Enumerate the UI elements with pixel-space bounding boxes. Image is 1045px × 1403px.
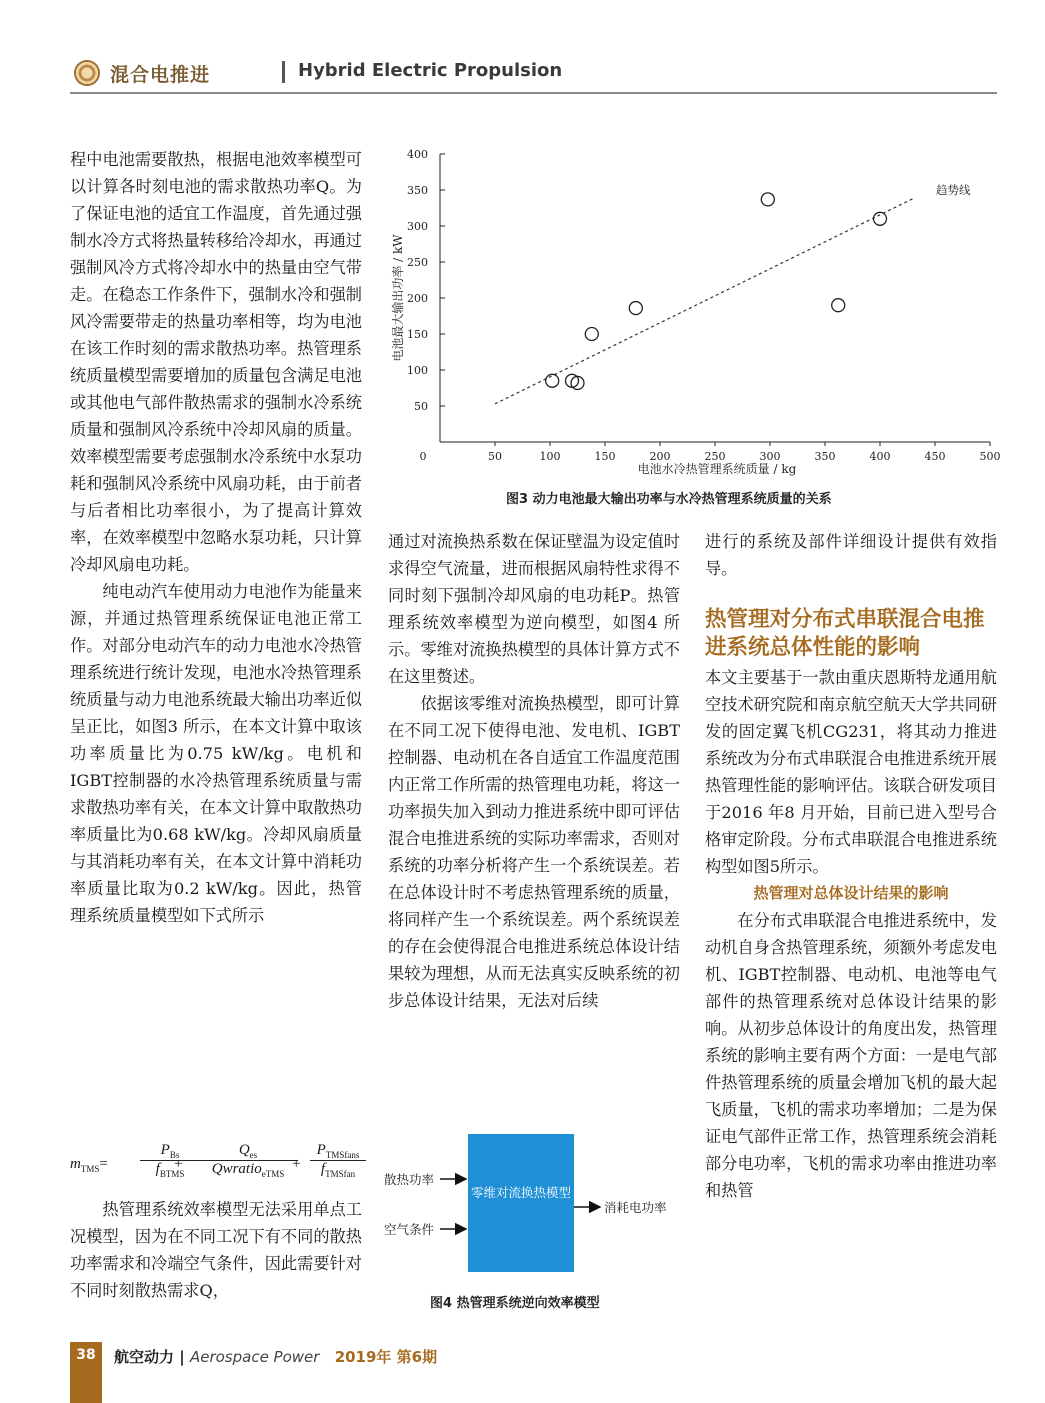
formula-term-2: $Q_{es}$ Qwratio$_{eTMS}$ xyxy=(198,1142,298,1179)
x-tick-label: 350 xyxy=(814,450,836,463)
footer-separator: | xyxy=(179,1348,190,1366)
y-tick-label: 400 xyxy=(407,148,428,161)
data-point xyxy=(761,193,774,206)
paragraph: 纯电动汽车使用动力电池作为能量来源，并通过热管理系统保证电池正常工作。对部分电动汽车的动力电池水冷热管理系统进行统计发现，电池水冷热管理系统质量与动力电池系统最大输出功率近似呈正比，如图3 所示，在本文计算中取该功率质量比为0.75 kW/kg。电机和IGBT控制器的水冷热管理系统质量与需求散热功率有关，在本文计算中取散热功率质量比为0.68 kW/kg。冷却风扇质量与其消耗功率有关，在本文计算中消耗功率质量比取为0.2 kW/kg。因此，热管理系统质量模型如下式所示 xyxy=(70,582,362,925)
formula-plus: + xyxy=(174,1156,183,1172)
trendline xyxy=(495,199,913,404)
paragraph: 在分布式串联混合电推进系统中，发动机自身含热管理系统，须额外考虑发电机、IGBT控制器、电动机、电池等电气部件的热管理系统对总体设计结果的影响。从初步总体设计的角度出发，热管理系统的影响主要有两个方面：一是电气部件热管理系统的质量会增加飞机的最大起飞质量，飞机的需求功率增加；二是为保证电气部件正常工作，热管理系统会消耗部分电功率，飞机的需求功率由推进功率和热管 xyxy=(705,911,997,1200)
header-title-cn: 混合电推进 xyxy=(110,64,211,86)
data-point xyxy=(629,302,642,315)
header-title-en: Hybrid Electric Propulsion xyxy=(298,60,563,81)
formula-term-1: $P_{Bs}$ $f_{BTMS}$ xyxy=(140,1142,200,1179)
journal-issue: 2019年 第6期 xyxy=(334,1348,438,1366)
x-axis-label: 电池水冷热管理系统质量 / kg xyxy=(637,462,797,476)
y-tick-label: 50 xyxy=(414,400,428,413)
data-point xyxy=(546,374,559,387)
header-rule xyxy=(70,92,997,94)
header-separator xyxy=(282,61,285,83)
paragraph: 程中电池需要散热，根据电池效率模型可以计算各时刻电池的需求散热功率Q。为了保证电池的适宜工作温度，首先通过强制水冷方式将热量转移给冷却水，再通过强制风冷方式将冷却水中的热量由空气带走。在稳态工作条件下，强制水冷和强制风冷需要带走的热量功率相等，均为电池在该工作时刻的需求散热功率。热管理系统质量模型需要增加的质量包含满足电池或其他电气部件散热需求的强制水冷系统质量和强制风冷系统中冷却风扇的质量。效率模型需要考虑强制水冷系统中水泵功耗和强制风冷系统中风扇功耗，由于前者与后者相比功率很小，为了提高计算效率，在效率模型中忽略水泵功耗，只计算冷却风扇电功耗。 xyxy=(70,150,362,574)
input-air-condition-label: 空气条件 xyxy=(384,1222,435,1237)
x-tick-label: 200 xyxy=(649,450,671,463)
formula-term-3: $P_{TMSfans}$ $f_{TMSfan}$ xyxy=(310,1142,366,1179)
data-point xyxy=(874,212,887,225)
zero-dim-model-label: 零维对流换热模型 xyxy=(470,1185,571,1200)
section-title: 热管理对分布式串联混合电推进系统总体性能的影响 xyxy=(705,607,985,660)
journal-logo-icon xyxy=(74,60,100,86)
column-1 xyxy=(70,146,362,929)
x-tick-label: 0 xyxy=(419,450,427,463)
data-point xyxy=(832,299,845,312)
trendline-label: 趋势线 xyxy=(936,183,971,197)
figure-4-diagram xyxy=(378,1128,688,1278)
x-tick-label: 50 xyxy=(488,450,502,463)
y-tick-label: 100 xyxy=(407,364,428,377)
y-tick-label: 200 xyxy=(407,292,428,305)
x-tick-label: 100 xyxy=(539,450,561,463)
y-tick-label: 150 xyxy=(407,328,428,341)
y-tick-label: 250 xyxy=(407,256,428,269)
figure-3-scatter-chart xyxy=(380,140,1010,480)
input-heat-power-label: 散热功率 xyxy=(384,1172,435,1187)
figure-3-caption: 图3 动力电池最大输出功率与水冷热管理系统质量的关系 xyxy=(506,492,832,507)
journal-footer xyxy=(114,1346,437,1367)
output-power-label: 消耗电功率 xyxy=(604,1200,667,1215)
running-header xyxy=(70,58,997,94)
data-point xyxy=(585,328,598,341)
y-tick-label: 300 xyxy=(407,220,428,233)
column-3 xyxy=(705,528,997,1204)
y-axis-label: 电池最大输出功率 / kW xyxy=(391,234,405,362)
x-tick-label: 400 xyxy=(869,450,891,463)
x-tick-label: 300 xyxy=(759,450,781,463)
paragraph: 进行的系统及部件详细设计提供有效指导。 xyxy=(705,532,997,578)
x-tick-label: 250 xyxy=(704,450,726,463)
figure-4-arrows xyxy=(378,1128,688,1278)
x-tick-label: 450 xyxy=(924,450,946,463)
paragraph: 通过对流换热系数在保证壁温为设定值时求得空气流量，进而根据风扇特性求得不同时刻下强制冷却风扇的电功耗P。热管理系统效率模型为逆向模型，如图4 所示。零维对流换热模型的具体计算方式不在这里赘述。 xyxy=(388,532,680,686)
journal-name-cn: 航空动力 xyxy=(114,1348,175,1366)
figure-4-caption: 图4 热管理系统逆向效率模型 xyxy=(430,1296,600,1311)
x-tick-label: 150 xyxy=(594,450,616,463)
paragraph: 热管理系统效率模型无法采用单点工况模型，因为在不同工况下有不同的散热功率需求和冷端空气条件，因此需要针对不同时刻散热需求Q， xyxy=(70,1200,362,1300)
column-2 xyxy=(388,528,680,1014)
journal-name-en: Aerospace Power xyxy=(189,1348,320,1366)
column-1-continued xyxy=(70,1196,362,1304)
paragraph: 本文主要基于一款由重庆恩斯特龙通用航空技术研究院和南京航空航天大学共同研发的固定翼飞机CG231，将其动力推进系统改为分布式串联混合电推进系统开展热管理性能的影响评估。该联合研发项目于2016 年8 月开始，目前已进入型号合格审定阶段。分布式串联混合电推进系统构型如图5所示。 xyxy=(705,668,997,876)
subsection-title: 热管理对总体设计结果的影响 xyxy=(753,884,949,902)
formula-lhs: $m_{TMS}=$ xyxy=(70,1156,108,1174)
page-number: 38 xyxy=(76,1347,96,1363)
y-tick-label: 350 xyxy=(407,184,428,197)
formula-plus: + xyxy=(292,1156,301,1172)
x-tick-label: 500 xyxy=(979,450,1001,463)
paragraph: 依据该零维对流换热模型，即可计算在不同工况下使得电池、发电机、IGBT控制器、电动机在各自适宜工作温度范围内正常工作所需的热管理电功耗，将这一功率损失加入到动力推进系统中即可评估混合电推进系统的实际功率需求，否则对系统的功率分析将产生一个系统误差。若在总体设计时不考虑热管理系统的质量，将同样产生一个系统误差。两个系统误差的存在会使得混合电推进系统总体设计结果较为理想，从而无法真实反映系统的初步总体设计结果，无法对后续 xyxy=(388,694,680,1010)
tms-mass-formula xyxy=(70,1138,362,1196)
